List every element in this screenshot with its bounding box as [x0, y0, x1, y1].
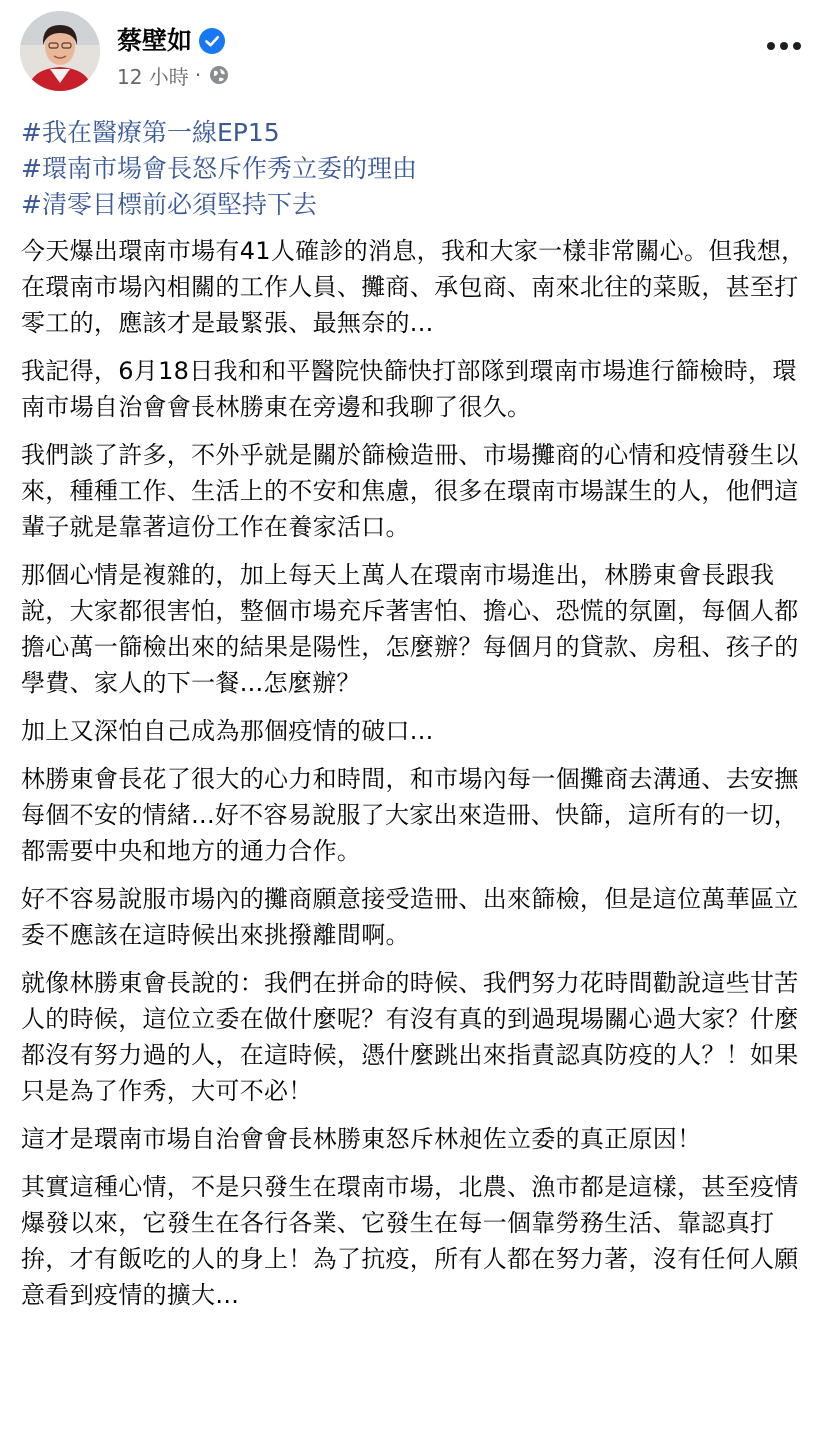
- post-time[interactable]: 12 小時: [117, 64, 189, 89]
- avatar-photo: [20, 11, 100, 91]
- author-line: [117, 24, 225, 58]
- post-paragraph: 我們談了許多，不外乎就是關於篩檢造冊、市場攤商的心情和疫情發生以來，種種工作、生活上的不安和焦慮，很多在環南市場謀生的人，他們這輩子就是靠著這份工作在養家活口。: [21, 441, 799, 541]
- hashtag-link[interactable]: #我在醫療第一線EP15: [21, 118, 280, 147]
- more-options-button[interactable]: [760, 30, 808, 62]
- hashtag-link[interactable]: #清零目標前必須堅持下去: [21, 190, 317, 219]
- post-paragraph: 其實這種心情，不是只發生在環南市場，北農、漁市都是這樣，甚至疫情爆發以來，它發生在各行各業、它發生在每一個靠勞務生活、靠認真打拚，才有飯吃的人的身上！為了抗疫，所有人都在努力著，沒有任何人願意看到疫情的擴大...: [21, 1173, 799, 1309]
- post-paragraph: 就像林勝東會長說的：我們在拼命的時候、我們努力花時間勸說這些甘苦人的時候，這位立委在做什麼呢？有沒有真的到過現場關心過大家？什麼都沒有努力過的人，在這時候，憑什麼跳出來指責認真防疫的人？！如果只是為了作秀，大可不必！: [21, 969, 799, 1105]
- post-header: [0, 0, 828, 110]
- post-paragraph: 加上又深怕自己成為那個疫情的破口...: [21, 717, 434, 745]
- author-name[interactable]: 蔡壁如: [117, 26, 193, 55]
- post-paragraph: 這才是環南市場自治會會長林勝東怒斥林昶佐立委的真正原因！: [21, 1125, 702, 1153]
- post-paragraph: 好不容易說服市場內的攤商願意接受造冊、出來篩檢，但是這位萬華區立委不應該在這時候出來挑撥離間啊。: [21, 885, 799, 949]
- meta-separator: ·: [194, 63, 202, 87]
- post-paragraph: 林勝東會長花了很大的心力和時間，和市場內每一個攤商去溝通、去安撫每個不安的情緒...好不容易說服了大家出來造冊、快篩，這所有的一切，都需要中央和地方的通力合作。: [21, 765, 799, 865]
- more-dots-icon: [766, 41, 802, 51]
- hashtag-link[interactable]: #環南市場會長怒斥作秀立委的理由: [21, 154, 417, 183]
- post-paragraph: 今天爆出環南市場有41人確診的消息，我和大家一樣非常關心。但我想，在環南市場內相關的工作人員、攤商、承包商、南來北往的菜販，甚至打零工的，應該才是最緊張、最無奈的...: [21, 237, 806, 337]
- verified-badge-icon: [199, 28, 225, 54]
- post-meta: [117, 60, 229, 90]
- post-content: [21, 115, 811, 1325]
- post-paragraph: 我記得，6月18日我和和平醫院快篩快打部隊到環南市場進行篩檢時，環南市場自治會會長林勝東在旁邊和我聊了很久。: [21, 357, 797, 421]
- globe-icon[interactable]: [209, 65, 229, 85]
- hashtag-list: [21, 115, 811, 223]
- avatar[interactable]: [20, 11, 100, 91]
- post-paragraph: 那個心情是複雜的，加上每天上萬人在環南市場進出，林勝東會長跟我說，大家都很害怕，整個市場充斥著害怕、擔心、恐慌的氛圍，每個人都擔心萬一篩檢出來的結果是陽性，怎麼辦？每個月的貸款、房租、孩子的學費、家人的下一餐...怎麼辦？: [21, 561, 799, 697]
